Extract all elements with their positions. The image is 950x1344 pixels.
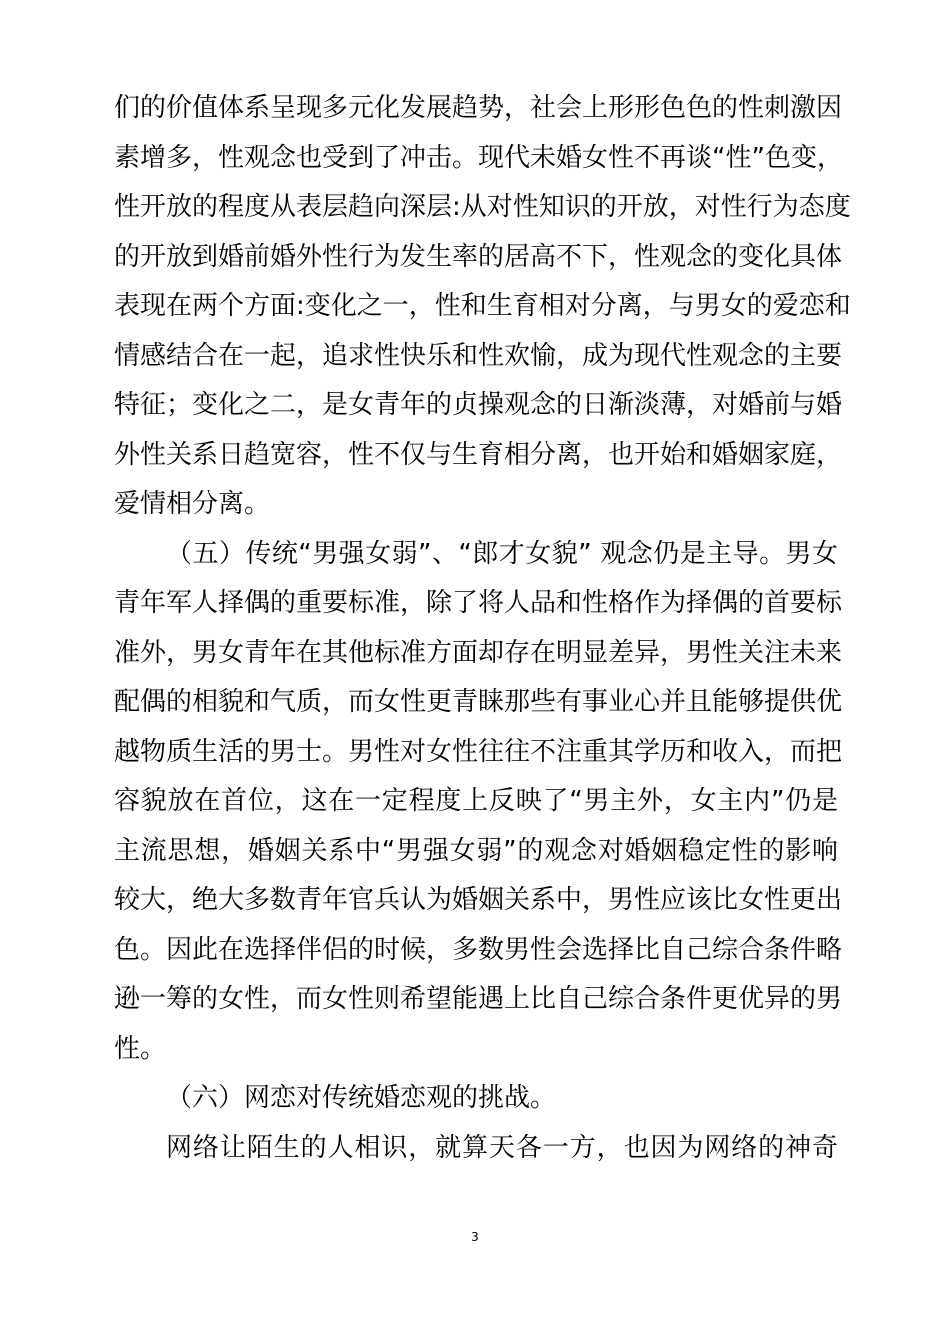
text-line: 性。 xyxy=(114,1033,167,1064)
text-line: 逊一筹的女性，而女性则希望能遇上比自己综合条件更优异的男 xyxy=(114,984,843,1014)
section-heading-line: （六）网恋对传统婚恋观的挑战。 xyxy=(166,1083,557,1113)
text-line: 准外，男女青年在其他标准方面却存在明显差异，男性关注未来 xyxy=(114,637,843,668)
text-line: 的开放到婚前婚外性行为发生率的居高不下，性观念的变化具体 xyxy=(114,241,843,272)
body-text xyxy=(114,84,851,1173)
text-line: 特征；变化之二，是女青年的贞操观念的日渐淡薄，对婚前与婚 xyxy=(114,390,843,420)
paragraph-heading-line: （五）传统“男强女弱”、“郎才女貌” 观念仍是主导。男女 xyxy=(166,538,838,569)
text-line: 表现在两个方面:变化之一，性和生育相对分离，与男女的爱恋和 xyxy=(114,291,851,321)
text-line: 配偶的相貌和气质，而女性更青睐那些有事业心并且能够提供优 xyxy=(114,687,843,717)
page-number: 3 xyxy=(471,1230,479,1244)
text-line: 主流思想，婚姻关系中“男强女弱”的观念对婚姻稳定性的影响 xyxy=(114,835,838,866)
text-line: 较大，绝大多数青年官兵认为婚姻关系中，男性应该比女性更出 xyxy=(114,885,843,915)
text-line: 性开放的程度从表层趋向深层:从对性知识的开放，对性行为态度 xyxy=(114,192,851,222)
text-line: 们的价值体系呈现多元化发展趋势，社会上形形色色的性刺激因 xyxy=(114,93,843,123)
text-line: 网络让陌生的人相识，就算天各一方，也因为网络的神奇 xyxy=(166,1132,838,1163)
text-line: 青年军人择偶的重要标准，除了将人品和性格作为择偶的首要标 xyxy=(114,588,843,618)
text-line: 素增多，性观念也受到了冲击。现代未婚女性不再谈“性”色变， xyxy=(114,142,843,173)
text-line: 外性关系日趋宽容，性不仅与生育相分离，也开始和婚姻家庭， xyxy=(114,439,843,470)
text-line: 容貌放在首位，这在一定程度上反映了“男主外，女主内”仍是 xyxy=(114,786,838,816)
text-line: 色。因此在选择伴侣的时候，多数男性会选择比自己综合条件略 xyxy=(114,934,843,965)
text-line: 越物质生活的男士。男性对女性往往不注重其学历和收入，而把 xyxy=(114,736,843,767)
text-line: 情感结合在一起，追求性快乐和性欢愉，成为现代性观念的主要 xyxy=(114,340,843,371)
text-line: 爱情相分离。 xyxy=(114,489,271,519)
